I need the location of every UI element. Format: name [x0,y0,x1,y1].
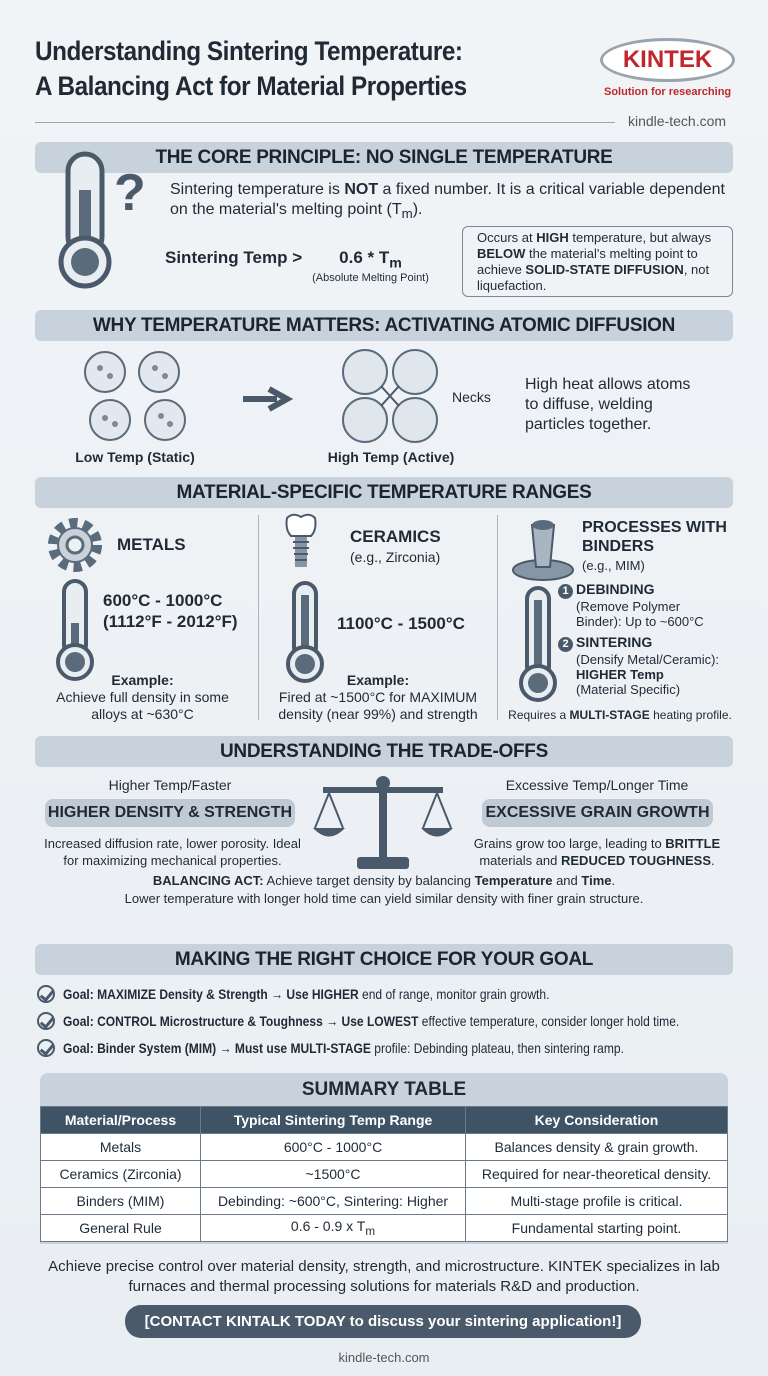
thermometer-icon [280,580,330,685]
balancing-act-text: BALANCING ACT: Achieve target density by balancing Temperature and Time. Lower temperature with longer hold time can yield similar density with finer grain structure. [124,873,644,906]
binders-footer: Requires a MULTI-STAGE heating profile. [508,708,732,722]
tradeoffs-heading: UNDERSTANDING THE TRADE-OFFS [35,736,733,767]
dental-implant-icon [283,512,319,574]
necks-label: Necks [452,389,491,405]
balance-scale-icon [313,773,453,873]
step-2-badge: 2 [558,637,573,652]
check-circle-icon [37,985,55,1003]
formula-row [165,248,429,284]
core-description: Sintering temperature is NOT a fixed number. It is a critical variable dependent on the material's melting point $(T_m)$. [170,181,725,222]
divider [35,122,615,123]
binders-steps: 1 DEBINDING (Remove Polymer Binder): Up to ~600°C 2 SINTERING (Densify Metal/Ceramic): HIGHER Temp (Material Specific) [558,582,758,697]
kintek-logo: KINTEK [600,38,735,82]
ranges-heading: MATERIAL-SPECIFIC TEMPERATURE RANGES [35,477,733,508]
formula-note: (Absolute Melting Point) [312,272,429,285]
contact-button[interactable]: [CONTACT KINTALK TODAY to discuss your sintering application!] [125,1305,641,1338]
column-divider [258,515,259,720]
table-row: General Rule 0.6 - 0.9 x $T_m$ Fundamental starting point. [41,1215,728,1242]
active-particles-icon [335,346,450,446]
low-temp-label: Low Temp (Static) [75,449,195,465]
check-circle-icon [37,1012,55,1030]
website-link[interactable]: kindle-tech.com [628,113,727,129]
static-particles-icon [75,348,200,448]
gear-icon [45,515,105,575]
formula-value: $0.6 * T_m$ [339,248,402,272]
svg-text:?: ? [114,164,146,222]
metals-title: METALS [117,535,186,554]
table-row: Ceramics (Zirconia) ~1500°C Required for near-theoretical density. [41,1161,728,1188]
mim-part-icon [508,515,578,585]
ceramics-title: CERAMICS (e.g., Zirconia) [350,527,441,565]
tagline: Solution for researching [604,86,732,98]
step-1-badge: 1 [558,584,573,599]
goal-item: Goal: Binder System (MIM) → Must use MULTI-STAGE profile: Debinding plateau, then sintering ramp. [63,1040,624,1056]
column-divider [497,515,498,720]
diffusion-description: High heat allows atoms to diffuse, welding particles together. [525,376,691,433]
choice-heading: MAKING THE RIGHT CHOICE FOR YOUR GOAL [35,944,733,975]
right-description: Grains grow too large, leading to BRITTLE materials and REDUCED TOUGHNESS. [473,836,721,868]
binders-title: PROCESSES WITH BINDERS (e.g., MIM) [582,519,727,573]
formula-label: Sintering Temp > [165,248,303,267]
page-title [35,34,467,104]
thermometer-icon [50,578,100,683]
goal-item: Goal: CONTROL Microstructure & Toughness → Use LOWEST effective temperature, consider longer hold time. [63,1013,680,1029]
title-line-1: Understanding Sintering Temperature: [35,36,463,66]
footer-text: Achieve precise control over material density, strength, and microstructure. KINTEK specializes in lab furnaces and thermal processing solutions for materials R&D and production. [48,1258,720,1295]
formula-block [312,248,429,284]
table-header-row: Material/Process Typical Sintering Temp Range Key Consideration [41,1107,728,1134]
table-row: Binders (MIM) Debinding: ~600°C, Sintering: Higher Multi-stage profile is critical. [41,1188,728,1215]
left-description: Increased diffusion rate, lower porosity. Ideal for maximizing mechanical properties. [44,836,301,868]
thermometer-question-icon [52,150,147,290]
footer-website-link[interactable]: kindle-tech.com [338,1350,430,1365]
left-label: Higher Temp/Faster [108,777,232,793]
summary-table-card [40,1073,728,1244]
table-row: Metals 600°C - 1000°C Balances density & grain growth. [41,1134,728,1161]
check-circle-icon [37,1039,55,1057]
high-temp-label: High Temp (Active) [327,449,455,465]
goal-item: Goal: MAXIMIZE Density & Strength → Use HIGHER end of range, monitor grain growth. [63,986,550,1002]
ceramics-range: 1100°C - 1500°C [337,614,465,633]
metals-example: Example: Achieve full density in some alloys at ~630°C [56,672,229,722]
ceramics-example: Example: Fired at ~1500°C for MAXIMUM density (near 99%) and strength [278,672,478,722]
metals-range: 600°C - 1000°C (1112°F - 2012°F) [103,591,238,631]
summary-title: SUMMARY TABLE [301,1079,467,1100]
thermometer-icon [513,585,563,705]
core-heading: THE CORE PRINCIPLE: NO SINGLE TEMPERATURE [35,142,733,173]
higher-density-pill: HIGHER DENSITY & STRENGTH [45,799,295,827]
right-label: Excessive Temp/Longer Time [505,777,689,793]
diffusion-heading: WHY TEMPERATURE MATTERS: ACTIVATING ATOMIC DIFFUSION [35,310,733,341]
grain-growth-pill: EXCESSIVE GRAIN GROWTH [482,799,713,827]
arrow-right-icon [243,386,293,412]
summary-table [40,1106,728,1242]
title-line-2: A Balancing Act for Material Properties [35,71,467,101]
core-note-bracket: Occurs at HIGH temperature, but always BELOW the material's melting point to achieve SOLID-STATE DIFFUSION, not liquefaction. [462,226,733,297]
